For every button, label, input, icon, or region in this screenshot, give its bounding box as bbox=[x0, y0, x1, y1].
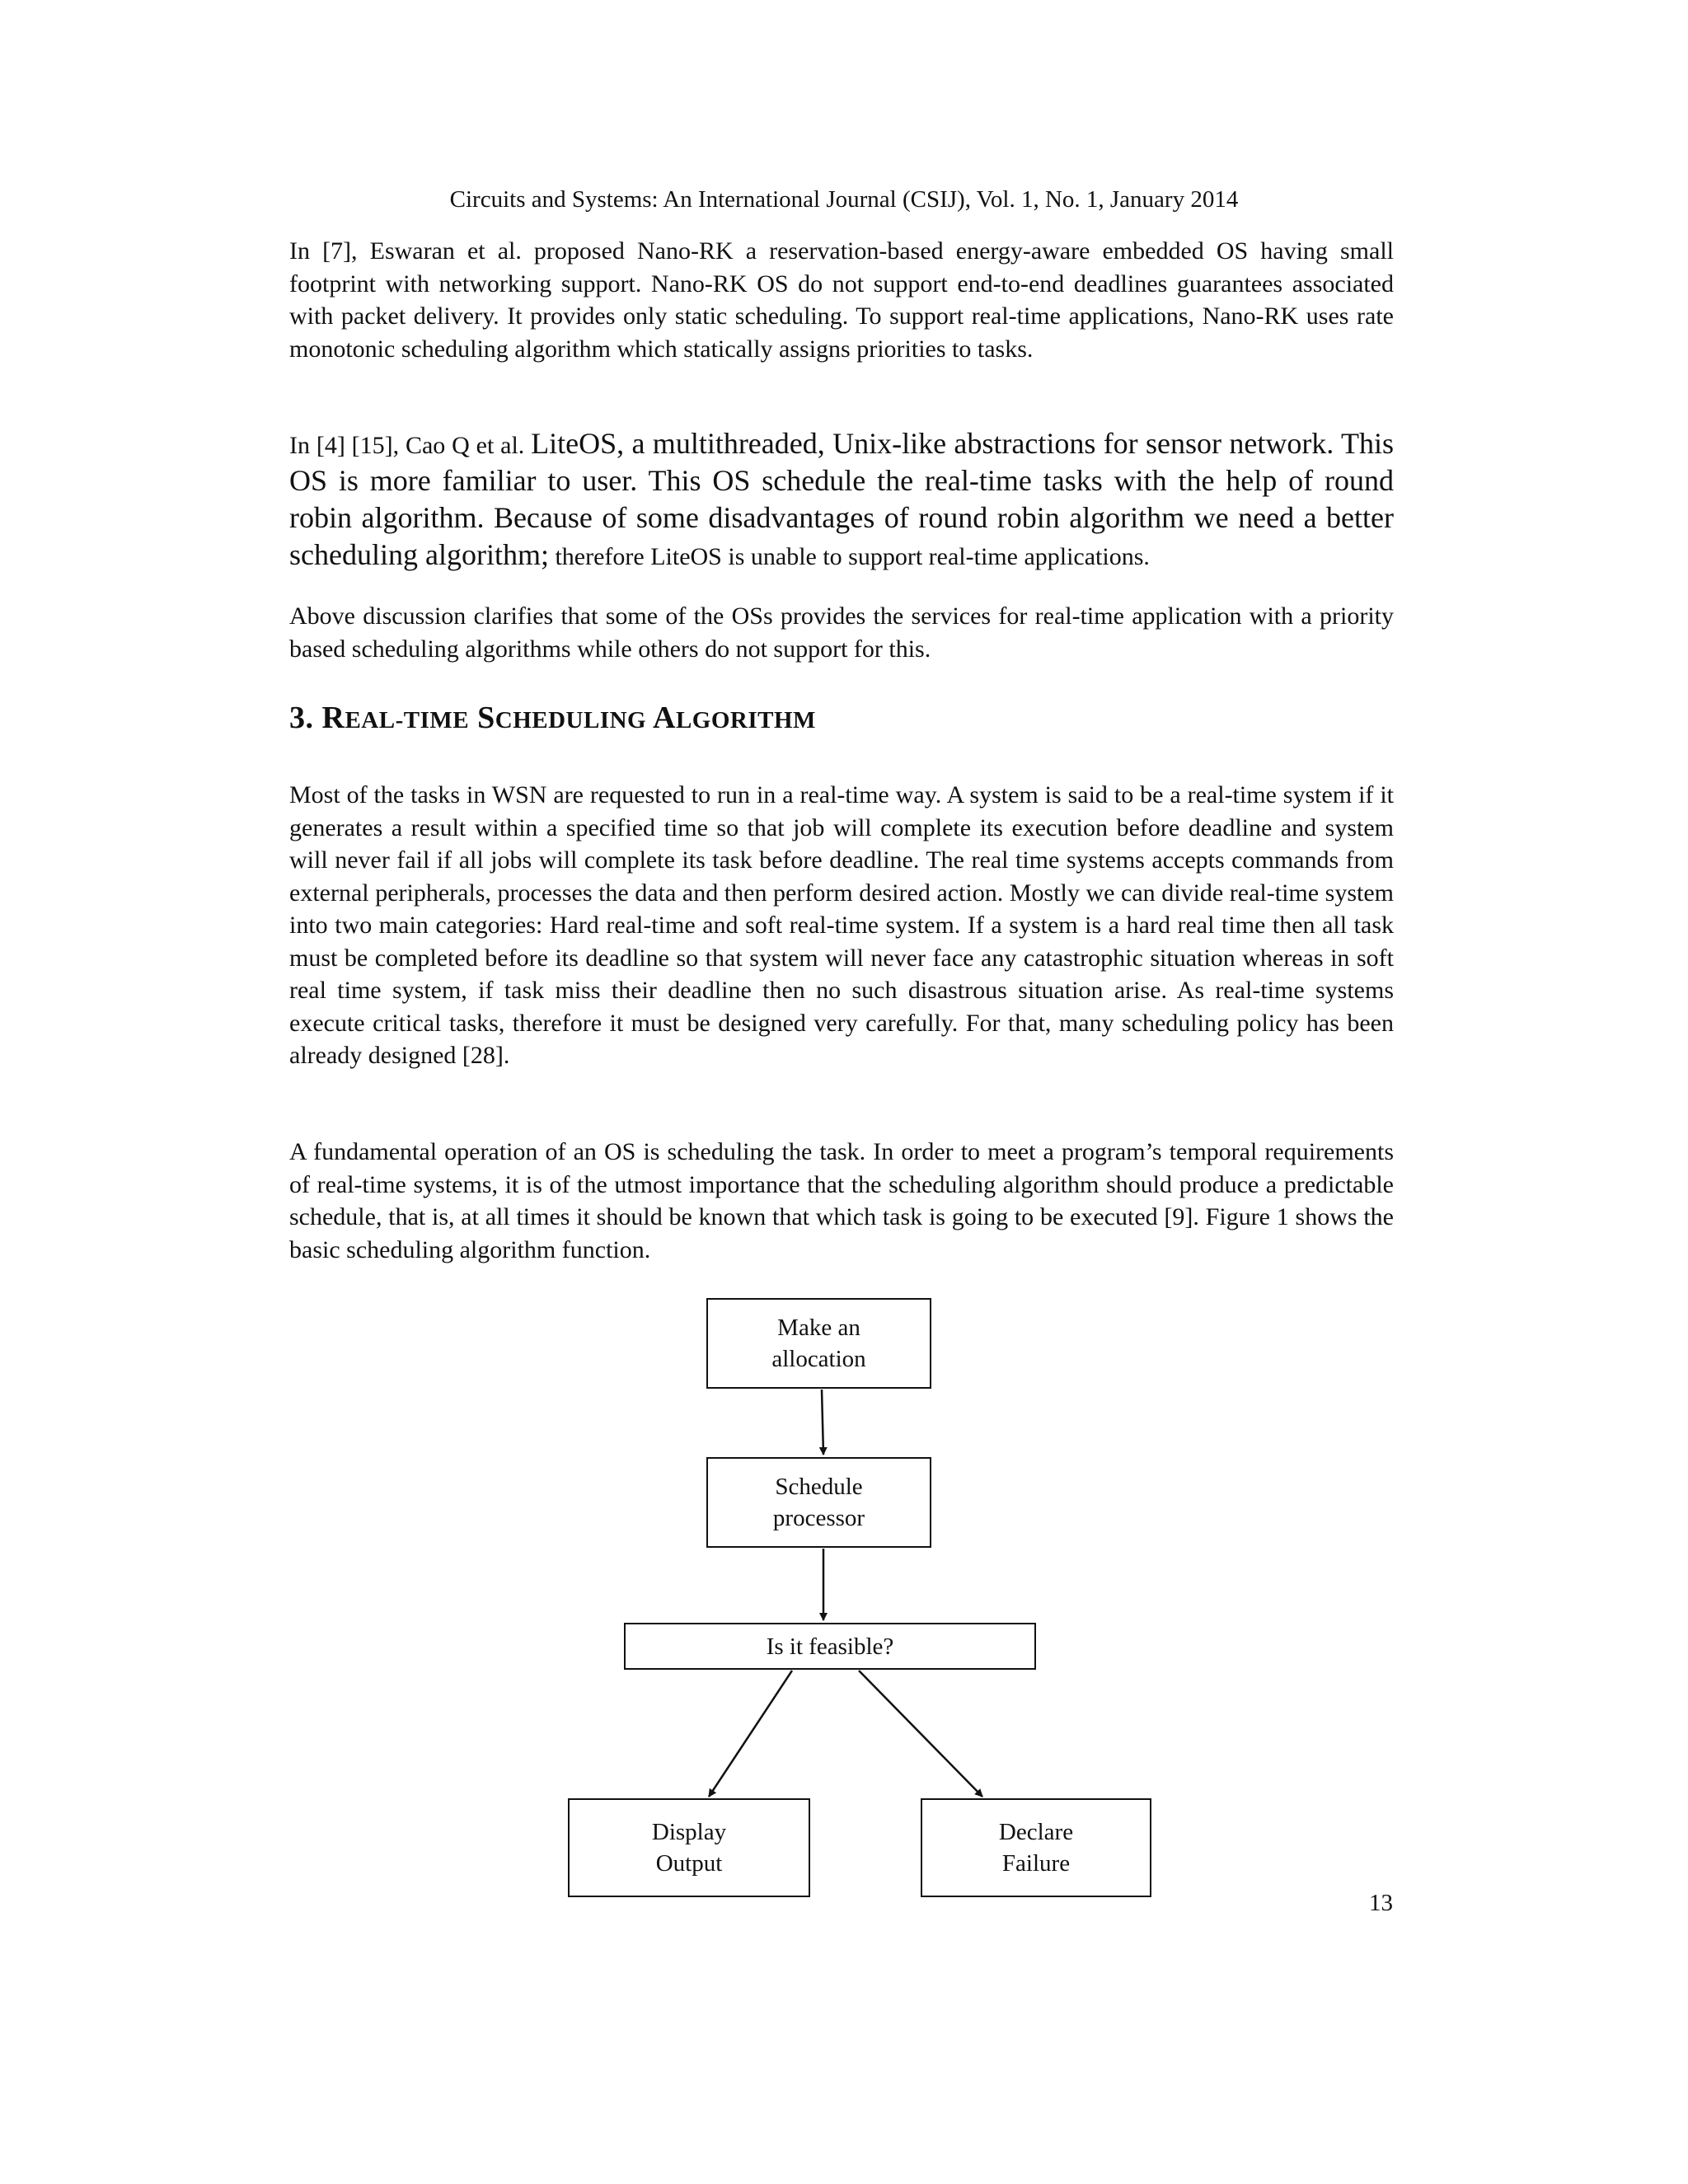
paragraph-discussion: Above discussion clarifies that some of the OSs provides the services for real-time application with a priority based scheduling algorithms while others do not support for this. bbox=[289, 602, 1394, 663]
heading-cap-r: R bbox=[321, 701, 345, 735]
flow-box-label-line: allocation bbox=[771, 1346, 866, 1372]
flow-box-display-output bbox=[568, 1798, 810, 1897]
page-number: 13 bbox=[1369, 1890, 1393, 1916]
heading-sc-time: TIME bbox=[403, 707, 470, 733]
flow-box-label-line: Is it feasible? bbox=[766, 1633, 894, 1660]
paragraph-scheduling-operation: A fundamental operation of an OS is scheduling the task. In order to meet a program’s temporal requirements of real-time systems, it is of the utmost importance that the scheduling algorithm should produce a predictable schedule, that is, at all times it should be known that which task is going to be executed [9]. Figure 1 shows the basic scheduling algorithm function. bbox=[289, 1138, 1394, 1263]
heading-cap-s: S bbox=[469, 701, 495, 735]
arrow-feasible-to-display bbox=[709, 1671, 792, 1797]
flow-box-label-line: processor bbox=[772, 1505, 865, 1531]
flow-box-label-line: Make an bbox=[777, 1315, 860, 1341]
heading-cap-a: A bbox=[646, 701, 676, 735]
flow-box-make-allocation bbox=[706, 1298, 931, 1389]
flow-box-label-line: Failure bbox=[1001, 1850, 1071, 1877]
flow-box-schedule-processor bbox=[706, 1457, 931, 1548]
heading-sc-lgorithm: LGORITHM bbox=[675, 707, 816, 733]
heading-hyphen: - bbox=[395, 707, 404, 733]
flow-box-label-line: Declare bbox=[998, 1819, 1074, 1845]
heading-sc-eal: EAL bbox=[345, 707, 396, 733]
section-number: 3. bbox=[289, 701, 314, 735]
paragraph-real-time-systems: Most of the tasks in WSN are requested to run in a real-time way. A system is said to be a real-time system if it generates a result within a specified time so that job will complete its execution before deadline and system will never fail if all jobs will complete its task before deadline. The real time systems accepts commands from external peripherals, processes the data and then perform desired action. Mostly we can divide real-time system into two main categories: Hard real-time and soft real-time system. If a system is a hard real time then all task must be completed before its deadline so that system will never face any catastrophic situation whereas in soft real time system, if task miss their deadline then no such disastrous situation arise. As real-time systems execute critical tasks, therefore it must be designed very carefully. For that, many scheduling policy has been already designed [28]. bbox=[289, 781, 1394, 1069]
liteos-main-text: LiteOS, a multithreaded, Unix-like abstractions for sensor network. This OS is more familiar to user. This OS schedule the real-time tasks with the help of round robin algorithm. Because of some disadvantages of round robin algorithm we need a better scheduling algorithm; bbox=[289, 427, 1395, 571]
heading-sc-cheduling: CHEDULING bbox=[495, 707, 647, 733]
flow-box-label-line: Output bbox=[655, 1850, 723, 1877]
flow-box-is-feasible bbox=[624, 1623, 1036, 1670]
liteos-tail-text: therefore LiteOS is unable to support real-time applications. bbox=[555, 543, 1150, 570]
flow-box-label-line: Display bbox=[651, 1819, 727, 1845]
running-header: Circuits and Systems: An International Journal (CSIJ), Vol. 1, No. 1, January 2014 bbox=[449, 186, 1239, 213]
arrow-feasible-to-declare bbox=[859, 1671, 982, 1797]
flow-box-label-line: Schedule bbox=[775, 1474, 863, 1500]
paragraph-nano-rk: In [7], Eswaran et al. proposed Nano-RK a reservation-based energy-aware embedded OS having small footprint with networking support. Nano-RK OS do not support end-to-end deadlines guarantees associated with packet delivery. It provides only static scheduling. To support real-time applications, Nano-RK uses rate monotonic scheduling algorithm which statically assigns priorities to tasks. bbox=[289, 237, 1394, 363]
flow-box-declare-failure bbox=[921, 1798, 1151, 1897]
liteos-lead-text: In [4] [15], Cao Q et al. bbox=[289, 432, 525, 459]
arrow-allocation-to-schedule bbox=[822, 1390, 823, 1455]
